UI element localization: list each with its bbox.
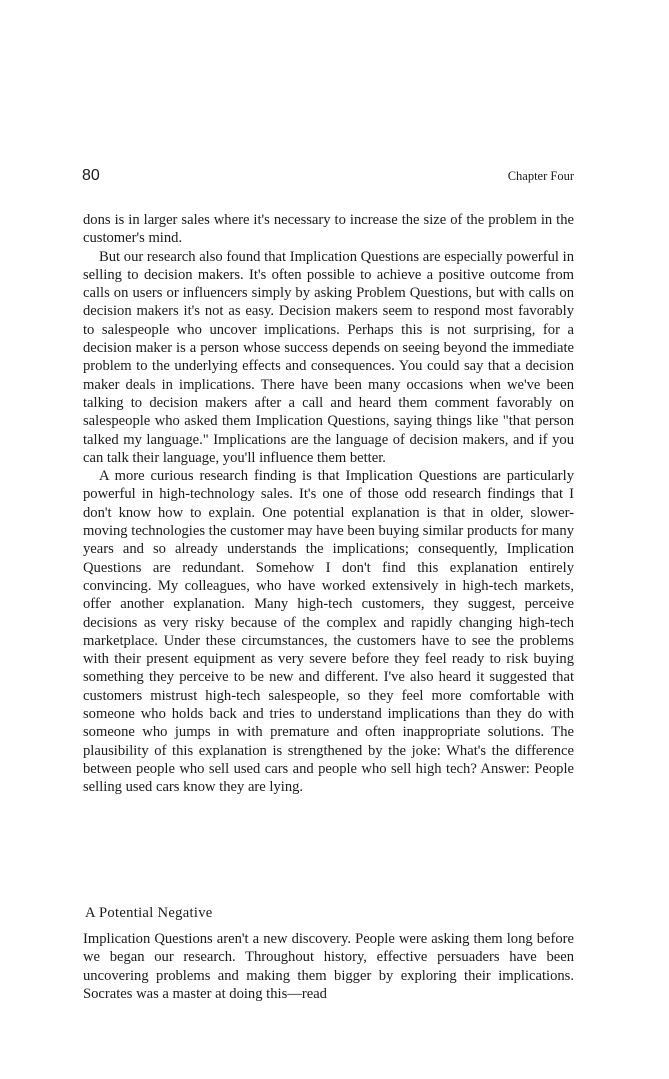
body-text — [83, 211, 574, 797]
paragraph-implication-history: Implication Questions aren't a new discovery. People were asking them long before we began our research. Throughout history, effective persuaders have been uncovering problems and making them bigger by exploring their implications. Socrates was a master at doing this—read — [83, 931, 574, 1002]
paragraph-continued: dons is in larger sales where it's necessary to increase the size of the problem in the customer's mind. — [83, 212, 574, 247]
paragraph-decision-makers: But our research also found that Implication Questions are especially powerful in selling to decision makers. It's often possible to achieve a positive outcome from calls on users or influencers simply by asking Problem Questions, but with calls on decision makers it's not as easy. Decision makers seem to respond most favorably to salespeople who uncover implications. Perhaps this is not surprising, for a decision maker is a person whose success depends on seeing beyond the immediate problem to the underlying effects and consequences. You could say that a decision maker deals in implications. There have been many occasions when we've been talking to decision makers after a call and heard them comment favorably on salespeople who asked them Implication Questions, saying things like "that person talked my language." Implications are the language of decision makers, and if you can talk their language, you'll influence them better. — [83, 248, 574, 466]
section-body-text — [83, 930, 574, 1003]
page-number: 80 — [82, 167, 100, 184]
running-head: Chapter Four — [507, 169, 574, 183]
section-heading: A Potential Negative — [85, 905, 213, 921]
paragraph-high-tech: A more curious research finding is that Implication Questions are particularly powerful in high-technology sales. It's one of those odd research findings that I don't know how to explain. One potential explanation is that in older, slower-moving technologies the customer may have been buying similar products for many years and so already understands the implications; consequently, Implication Questions are redundant. Somehow I don't find this explanation entirely convincing. My colleagues, who have worked extensively in high-tech markets, offer another explanation. Many high-tech customers, they suggest, perceive decisions as very risky because of the complex and rapidly changing high-tech marketplace. Under these circumstances, the customers have to see the problems with their present equipment as very severe before they feel ready to risk buying something they perceive to be new and different. I've also heard it suggested that customers mistrust high-tech salespeople, so they feel more comfortable with someone who holds back and tries to understand implications than they do with someone who jumps in with premature and often inappropriate solutions. The plausibility of this explanation is strengthened by the joke: What's the difference between people who sell used cars and people who sell high tech? Answer: People selling used cars know they are lying. — [83, 468, 574, 796]
